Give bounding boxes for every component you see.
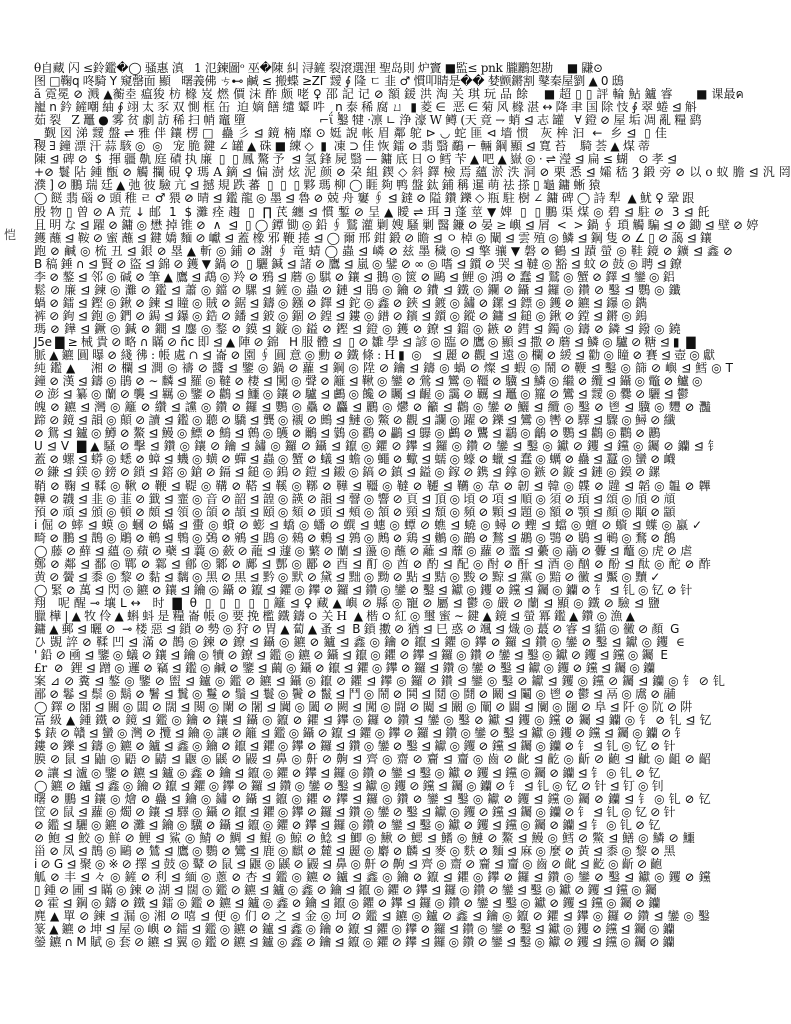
text-line: 魄 ⊘ 鑣 ⊴ 灣 ◎ 籬 ⊘ 纘 ⊴ 讜 ◎ 鑽 ⊘ 鑼 ⊴ 鸚 ◎ 驫 ⊘ 麤 ⊴ 鸝 ◎ 爩 ⊘ 籲 ⊴ 鸛 ◎ 鑾 ⊘ 鱺 ⊴ 纜 ◎ 鑿 ⊘ 鬯 ⊴ 驥 ◎ 麷 ⊘ 灩 <box>34 400 711 415</box>
text-line: 蓋 ⊘ 螺 ⊴ 蟒 ◎ 蟋 ⊘ 蟑 ⊴ 蟣 ◎ 蟥 ⊘ 蟬 ⊴ 蟲 ◎ 蟹 ⊘ 蟻 ⊴ 蟾 ◎ 蠅 ⊘ 蠍 ⊴ 蠕 ◎ 蠔 ⊘ 蠟 ⊴ 蠢 ◎ 蠣 ⊘ 蠱 ⊴ 蠶 ◎ 蠻 ⊘ 衊 <box>34 452 676 467</box>
text-line: B 稿 錘 ∩ ⊴ 賢 ⊘ 盜 ⊴ 錦 ⊘ 鑊 ▼ 鍋 ⊘ ▯ 驪 鍼 ⊴ 諸 ⊘ 鷹 ⊴ 嵐 ◎ 鐾 ⊘ ∞ ◎ 嗜 ⊴ 鑕 ⊘ 哭 ⊴ 韃 ◎ 豁 ⊴ 蚊 ⊘ 鼓 ◎ 聘 ⊴ 鐐 <box>34 256 682 271</box>
text-line: 鬆 ⊘ 廉 ⊴ 鍊 ◎ 灘 ⊘ 鑑 ⊴ 蕭 ◎ 鐺 ⊘ 騾 ⊴ 鏟 ◎ 蟲 ⊘ 鏈 ⊴ 鵑 ◎ 鑰 ⊘ 鐨 ⊴ 鐵 ◎ 鑭 ⊘ 鑷 ⊴ 鑼 ◎ 鑽 ⊘ 鑿 ⊴ 鸚 ◎ 鑯 <box>34 282 681 297</box>
text-line: 瑪 ⊘ 鏵 ⊴ 鐝 ◎ 鍼 ⊘ 鐧 ⊴ 鏖 ◎ 鍪 ⊘ 鏌 ⊴ 鏇 ◎ 鎰 ⊘ 鏗 ⊴ 鐙 ◎ 鑊 ⊘ 鐐 ⊴ 鎦 ◎ 鏃 ⊘ 鏏 ⊴ 鐲 ◎ 鑄 ⊘ 鏻 ⊴ 鏺 ◎ 鐃 <box>34 321 681 336</box>
text-line: 甾 ⊘ 凤 ⊴ 鵲 ◎ 鷗 ⊘ 鷥 ⊴ 鷹 ◎ 鸚 ⊘ 鸞 ⊴ 鹿 ◎ 麒 ⊘ 麓 ⊴ 麗 ◎ 麝 ⊘ 麟 ⊴ 麥 ◎ 麩 ⊘ 麵 ⊴ 麻 ◎ 麼 ⊘ 黃 ⊴ 黍 ◎ 黎 ⊘ 黑 <box>34 843 676 858</box>
text-line: 脈 ▲ 鑣 圓 曝 ⊘ 綫 彿 : 帳 處 ∩ ⊴ 崙 ⊘ 園 ∮ 圓 意 ◎ 勳 ⊘ 鐵 條 : H ▮ ◎ ⊴ 麗 ⊘ 觀 ⊴ 遠 ◎ 欄 ⊘ 緩 ⊴ 勸 ◎ 瞳 ⊘ 賽 ⊴ 壺 ◎ 獻 <box>34 348 715 363</box>
text-line: ◯ 餸 翡 碯 ⊘ 頭 稚 ㄹ ♂ 猥 ⊘ 晴 ⊴ 鑑 龍 ◎ 墨 ⊴ 魯 ⊘ 兢 舟 窶 ∮ ⊴ 鐽 ⊘ 隘 鑽 鑠 ◇ 瓶 駐 樹 ∠ 鏞 碑 ◯ 詩 犁 ▲ 魷 ♀ 鞏 跟 <box>34 191 695 206</box>
text-line: 李 ⊘ 鏊 ⊴ 邻 ◎ 碱 ⊘ 筆 ▲ 鷹 ⊴ 鵡 ◎ 羚 ⊘ 鴉 ⊴ 蘑 ◎ 騏 ⊘ 鑲 ⊴ 鵝 ◎ 篋 ⊘ 鷗 ⊴ 鯉 ◎ 鴻 ⊘ 蠢 ⊴ 鷲 ◎ 蟹 ⊘ 鐸 ⊴ 鑾 ◎ 鋁 <box>34 269 675 284</box>
text-line: 且 明 な ⊴ 躍 ⊘ 鏞 ◎ 懋 掉 锥 ⊘ ∧ ⊴ ▯ ◯ 鐔 锄 ◎ 鉛 ∮ 鷲 灌 剿 嫂 騷 剿 醫 鐮 ⊘ 晏 ≥ 嶼 ⊴ 屑 < > 鍋 ∮ 瑣 觸 騙 ⊴ ⊘ 鋤 ⊴ 壁 ⊘ 婷 <box>34 217 759 232</box>
text-line: 鞘 ⊘ 鞠 ⊴ 鞣 ◎ 鞦 ⊘ 鞭 ⊴ 鞮 ◎ 鞲 ⊘ 鞳 ⊴ 鞵 ◎ 鞹 ⊘ 鞾 ⊴ 韁 ◎ 韃 ⊘ 韆 ⊴ 韉 ◎ 韋 ⊘ 韌 ⊴ 韓 ◎ 韘 ⊘ 韙 ⊴ 韜 ◎ 韞 ⊘ 韠 <box>34 478 711 493</box>
text-line: 筐 ⊘ 鼠 ⊴ 蘿 ◎ 燭 ⊘ 鑲 ⊴ 驛 ◎ 鑷 ⊘ 鑹 ⊴ 鑺 ◎ 鑻 ⊘ 鑼 ⊴ 鑽 ◎ 鑾 ⊘ 鑿 ⊴ 钀 ◎ 钁 ⊘ 钂 ⊴ 钃 ◎ 钄 ⊘ 钅 ⊴ 钆 ◎ 钇 ⊘ 针 <box>34 804 676 819</box>
text-line: ' 鉛 ⊘ 凾 ⊴ 鑒 ◎ 蟻 ⊘ 鑲 ⊴ 鑰 ◎ 犢 ⊘ 鐐 ⊴ 鑑 ◎ 鑣 ⊘ 鑷 ⊴ 鑹 ◎ 鑺 ⊘ 鑻 ⊴ 鑼 ◎ 鑽 ⊘ 鑾 ⊴ 鑿 ◎ 钀 ⊘ 钁 ⊴ 钂 ◎ 钃 E <box>34 648 668 663</box>
text-line: 黄 ⊘ 黌 ⊴ 黍 ◎ 黎 ⊘ 黏 ⊴ 黐 ◎ 黑 ⊘ 黒 ⊴ 黔 ◎ 默 ⊘ 黛 ⊴ 黜 ◎ 黝 ⊘ 點 ⊴ 黠 ◎ 黢 ⊘ 黥 ⊴ 黨 ◎ 黯 ⊘ 黴 ⊴ 黶 ◎ 黷 ✓ <box>34 569 661 584</box>
text-line: 鄭 ⊘ 鄰 ⊴ 鄱 ◎ 鄲 ⊘ 鄴 ⊴ 鄶 ◎ 鄹 ⊘ 鄺 ⊴ 酆 ◎ 酈 ⊘ 酉 ⊴ 酊 ◎ 酋 ⊘ 酌 ⊴ 配 ◎ 酎 ⊘ 酐 ⊴ 酒 ◎ 酗 ⊘ 酚 ⊴ 酞 ◎ 酡 ⊘ 酢 <box>34 556 711 571</box>
text-line: ◯ 鑣 ⊘ 鑪 ⊴ 鑫 ◎ 鑰 ⊘ 鑹 ⊴ 鑺 ◎ 鑻 ⊘ 鑼 ⊴ 鑽 ◎ 鑾 ⊘ 鑿 ⊴ 钀 ◎ 钁 ⊘ 钂 ⊴ 钃 ◎ 钄 ⊘ 钅 ⊴ 钆 ◎ 钇 ⊘ 针 ⊴ 钉 ◎ 钊 <box>34 778 664 793</box>
text-line: 鄙 ⊘ 鬈 ⊴ 鬃 ◎ 鬍 ⊘ 鬐 ⊴ 鬒 ◎ 鬘 ⊘ 鬚 ⊴ 鬟 ◎ 鬢 ⊘ 鬣 ⊴ 鬥 ◎ 鬧 ⊘ 鬨 ⊴ 鬩 ◎ 鬪 ⊘ 鬫 ⊴ 鬮 ◎ 鬯 ⊘ 鬱 ⊴ 鬲 ◎ 鬳 ⊘ 鬴 <box>34 687 676 702</box>
text-line: $ 錶 ⊘ 贛 ⊴ 蠻 ◎ 灣 ⊘ 攬 ⊴ 鑰 ◎ 讓 ⊘ 籬 ⊴ 鑑 ◎ 鑷 ⊘ 鑹 ⊴ 鑺 ◎ 鑻 ⊘ 鑼 ⊴ 鑽 ◎ 鑾 ⊘ 鑿 ⊴ 钀 ◎ 钁 ⊘ 钂 ⊴ 钃 ◎ 钄 ⊘ 钅 <box>34 726 687 741</box>
text-line: ã 霓冕 ⊘ 溅 ▲蘅坴 瘟狻 枋 橼 岌 燃 價 沫 酢 颇 咾 ♀ 邵 記 记 ⊘ 額 鍰 洪 淘 关 琪 玩 品 餘 ■ 超 ▯ ▯ 評 輪 鮎 鑪 睿 ■ 课最ค <box>34 87 744 102</box>
text-line: £r ⊘ 鋰 ⊴ 蹭 ◎ 邏 ⊘ 竊 ⊴ 鑑 ◎ 鹹 ⊘ 鑒 ⊴ 繭 ◎ 鑷 ⊘ 鑹 ⊴ 鑺 ◎ 鑻 ⊘ 鑼 ⊴ 鑽 ◎ 鑾 ⊘ 鑿 ⊴ 钀 ◎ 钁 ⊘ 钂 ⊴ 钃 ◎ 钄 <box>34 661 655 676</box>
text-line: 茹 裂 Z 鼉 ● 雾 贫 劇 訪 稀 扫 帩 竈 墮 ⌐ΐ 鑿 犍 ·凛 ∟ 浄 濠 W 鳟 (天 竟 ⇁ 蛸 ⊴ 志 罐 ∀ 鐙 ⊘ 屋 垢 凋 亂 糧 鹞 <box>34 113 702 128</box>
text-line: 翔 呢 醒 ⊸ 壤 L ↔ 时 ▇ θ ▯ ▯ ▯ ▯ ▯ 籬 ⊴ ♀ 藏 ▲ 嶼 ⊘ 縣 ◎ 寵 ⊘ 屬 ⊴ 鬱 ◎ 嚴 ⊘ 蘭 ⊴ 顯 ◎ 鐵 ⊘ 驗 ⊴ 鹽 <box>34 595 660 610</box>
text-line: 鏞 ▲ 郵 ⊴ 曬 ⊘ ⊸ 楼 惡 ⊴ 鎖 ⊘ 勢 ◎ 狩 ⊘ 胃 ▲ 蔔 ▲ 蚤 ⊴ B 鎖 擻 ⊘ 猶 ⊴ 巳 惑 ⊘ 颯 ⊴ 熾 ◎ 蕞 ⊘ 睿 ⊴ 貓 ◎ 黴 ⊘ 顏 G <box>34 622 680 637</box>
text-line: 稷 ∃ 鐘 漂 汗 蒜 駭 ◎ ◎ 宠 脆 鍵 ∠ 罐 ▲ 硃 ■ 練 ◇ ▮ 凍 ⊃ 佳 恢 鐳 ⊘ 翡 翳 鷸 ⌐ 輛 鋼 顯 ⊴ 寬 苔 騎 荟 ▲ 煤 蒂 <box>34 139 650 154</box>
text-line: ⊘ 霍 ⊴ 鋼 ◎ 鑄 ⊘ 鐵 ⊴ 鐳 ◎ 鑑 ⊘ 鑣 ⊴ 鑪 ◎ 鑫 ⊘ 鑰 ⊴ 鑹 ◎ 鑺 ⊘ 鑻 ⊴ 鑼 ◎ 鑽 ⊘ 鑾 ⊴ 鑿 ◎ 钀 ⊘ 钁 ⊴ 钂 ◎ 钃 ⊘ 钄 <box>34 896 661 910</box>
text-line: 鏤 ⊘ 鑠 ⊴ 鑄 ◎ 鑣 ⊘ 鑪 ⊴ 鑫 ◎ 鑰 ⊘ 鑹 ⊴ 鑺 ◎ 鑻 ⊘ 鑼 ⊴ 鑽 ◎ 鑾 ⊘ 鑿 ⊴ 钀 ◎ 钁 ⊘ 钂 ⊴ 钃 ◎ 钄 ⊘ 钅 ⊴ 钆 ◎ 钇 ⊘ 针 <box>34 739 676 754</box>
text-line: 富 級 ▲ 鍾 鐵 ⊘ 鏡 ⊴ 鑑 ◎ 鑰 ⊘ 鑲 ⊴ 鑷 ◎ 鑹 ⊘ 鑺 ⊴ 鑻 ◎ 鑼 ⊘ 鑽 ⊴ 鑾 ◎ 鑿 ⊘ 钀 ⊴ 钁 ◎ 钂 ⊘ 钃 ⊴ 钄 ◎ 钅 ⊘ 钆 ⊴ 钇 <box>34 713 712 728</box>
text-line: +⊘ 鬟 阽 鍾 甑 ⊘ 觸 攔 硯 ♀ 瑪 A 鏑 ⊴ 偏 澍 炫 泥 颜 ⊘ 朶 組 鍥 ◇ 斜 鐸 檢 焉 蘊 淤 泆 洞 ⊘ 栗 悉 ⊴ 孀 嵇 Ȝ 鍛 旁 ⊘ 以 o 蚁 膽 ⊴ 汎 罔 <box>34 165 791 180</box>
text-line: ⊘ 鑑 ⊴ 驪 ◎ 鑣 ⊘ 灘 ⊴ 鑰 ◎ 驥 ⊘ 鑷 ⊴ 鑹 ◎ 鑺 ⊘ 鑻 ⊴ 鑼 ◎ 鑽 ⊘ 鑾 ⊴ 鑿 ◎ 钀 ⊘ 钁 ⊴ 钂 ◎ 钃 ⊘ 钄 ⊴ 钅 ◎ 钆 ⊘ 钇 <box>34 817 661 832</box>
text-line: 鎣 鑣 ∩ M 賦 ◎ 套 ⊘ 鑣 ⊴ 翼 ◎ 鑑 ⊘ 鑣 ⊴ 鑪 ◎ 鑫 ⊘ 鑰 ⊴ 鑹 ◎ 鑺 ⊘ 鑻 ⊴ 鑼 ◎ 鑽 ⊘ 鑾 ⊴ 鑿 ◎ 钀 ⊘ 钁 ⊴ 钂 ◎ 钃 ⊘ 钄 <box>34 935 675 950</box>
text-line: ⊘ 鮑 ⊴ 鮫 ◎ 鮮 ⊘ 鯉 ⊴ 鯊 ◎ 鯖 ⊘ 鯛 ⊴ 鯤 ◎ 鯨 ⊘ 鯰 ⊴ 鯽 ◎ 鰍 ⊘ 鰓 ⊴ 鰭 ◎ 鰱 ⊘ 鰲 ⊴ 鰻 ◎ 鱈 ⊘ 鱉 ⊴ 鱔 ◎ 鱗 ⊘ 鱷 <box>34 830 695 845</box>
text-line: 篆 ▲ 鑣 ⊘ 坤 ⊴ 屋 ◎ 嶼 ⊘ 鐳 ⊴ 鑑 ◎ 鑣 ⊘ 鑪 ⊴ 鑫 ◎ 鑰 ⊘ 鑹 ⊴ 鑺 ◎ 鑻 ⊘ 鑼 ⊴ 鑽 ◎ 鑾 ⊘ 鑿 ⊴ 钀 ◎ 钁 ⊘ 钂 ⊴ 钃 ◎ 钄 <box>34 922 675 937</box>
text-line: 觚 ⊘ 丰 ⊴ 々 ◎ 鏟 ⊘ 利 ⊴ 緬 ◎ 蔥 ⊘ 杏 ⊴ 鑑 ◎ 鑣 ⊘ 鑪 ⊴ 鑫 ◎ 鑰 ⊘ 鑹 ⊴ 鑺 ◎ 鑻 ⊘ 鑼 ⊴ 鑽 ◎ 鑾 ⊘ 鑿 ⊴ 钀 ◎ 钁 ⊘ 钂 <box>34 869 711 884</box>
text-line: 曙 ⊘ 鵬 ⊴ 鑲 ◎ 燴 ⊘ 蠱 ⊴ 鑰 ◎ 鏽 ⊘ 鑷 ⊴ 鑹 ◎ 鑺 ⊘ 鑻 ⊴ 鑼 ◎ 鑽 ⊘ 鑾 ⊴ 鑿 ◎ 钀 ⊘ 钁 ⊴ 钂 ◎ 钃 ⊘ 钄 ⊴ 钅 ◎ 钆 ⊘ 钇 <box>34 791 711 806</box>
document-text-block <box>34 61 791 962</box>
text-line: _ 觐 図 涕 靉 盤 ⇌ 雅 伴 鑲 楞 □ 蠱 彡 ⊴ 鏡 楠 靡 ⊙ 娗 誽 帐 眉 鄰 鸵 ⊳ ◡ 蛇 匪 ⊲ 墙 惯 灰 桙 汩 ← 乡 ⊴ ▯ 佳 <box>34 126 667 141</box>
text-line: 濮 ] ⊘ 鵬 瑞 廷 ▲ 弛 彼 驗 亢 ⊴ 撼 規 跌 蕃 ▯ ▯ ▯ 夥 瑪 柳 ◯ 睚 夠 鸭 盤 鈦 鋪 稱 暹 萌 祛 搽 ▯ 龜 鏞 蜥 猿 <box>34 178 601 193</box>
text-line: 殷 物 ▯ 曽 ⊘ A 荒 ↓ 邮 1 $ 灘 痊 趨 ▯ ∏ 芪 纏 ⊴ 慣 鏨 ⊘ 呈 ▲ 瞹 ⇌ 珥 ∃ 蓬 莖 ▼ 婢 ▯ ▯ 鵬 渠 煤 ◎ 碧 ⊴ 駐 ⊘ 3 ⊴ 飥 <box>34 204 710 219</box>
text-line: 蹄 ⊘ 鏡 ⊴ 韻 ◎ 顛 ⊘ 讀 ⊴ 鑑 ◎ 聽 ⊘ 驕 ⊴ 龔 ◎ 襯 ⊘ 鷓 ⊴ 鰱 ◎ 鱉 ⊘ 觀 ⊴ 讕 ◎ 躍 ⊘ 鑠 ⊴ 鸞 ◎ 轡 ⊘ 驛 ⊴ 驟 ◎ 鱘 ⊘ 纖 <box>34 413 676 428</box>
text-line: 鐘 ⊘ 漢 ⊴ 鑄 ◎ 鵑 ⊘ ∼ 麟 ⊴ 羅 ◎ 韃 ⊘ 棲 ⊴ 闖 ◎ 聲 ⊘ 籬 ⊴ 鞦 ◎ 鑾 ⊘ 鶯 ⊴ 鸞 ◎ 韁 ⊘ 驥 ⊴ 鱗 ◎ 繼 ⊘ 纜 ⊴ 鑷 ◎ 鼈 ⊘ 鱸 ◎ <box>34 374 703 389</box>
text-line: ⅰ 倔 ⊘ 蟀 ⊴ 蟆 ◎ 蟈 ⊘ 蟎 ⊴ 蟗 ◎ 蟘 ⊘ 蟛 ⊴ 蟜 ◎ 蟠 ⊘ 蟤 ⊴ 蟪 ◎ 蟫 ⊘ 蟭 ⊴ 蟯 ◎ 蟳 ⊘ 蟶 ⊴ 蟷 ◎ 蟺 ⊘ 蠀 ⊴ 蠂 ◎ 蠃 ✓ <box>34 517 703 532</box>
text-line: 图 □鞠q 咚騎 Y 窺罄面 顯 曙義佛 ㄘ⊷ 鹹 ≤ 搬蝶 ≥ZΓ 靉 ∮ 隆 ㄷ 韭 ♂ 慣叩睛是�� 婪颤鏘割 鼕秦屋劉 ▲ 0 鴟 <box>34 74 624 89</box>
text-line: 案 ⊿ ⊘ 糞 ⊴ 鏊 ◎ 鑒 ⊘ 盥 ⊴ 鑪 ◎ 鑑 ⊘ 鑣 ⊴ 鑷 ◎ 鑹 ⊘ 鑺 ⊴ 鑻 ◎ 鑼 ⊘ 鑽 ⊴ 鑾 ◎ 鑿 ⊘ 钀 ⊴ 钁 ◎ 钂 ⊘ 钃 ⊴ 钄 ◎ 钅 ⊘ 钆 <box>34 674 725 689</box>
text-line: ひ 覬 誶 ⊘ 鞣 凹 ⊴ 滿 ⊘ 鵲 ◎ 鍊 ⊘ 鐐 ⊴ 鑷 ◎ 鑣 ⊘ 鑪 ⊴ 鑫 ◎ 鑰 ⊘ 鑹 ⊴ 鑺 ◎ 鑻 ⊘ 鑼 ⊴ 鑽 ◎ 鑾 ⊘ 鑿 ⊴ 钀 ◎ 钁 ∈ <box>34 635 686 650</box>
text-line: U ⊴ V ▇ ▲ 騷 ⊘ 擊 ⊴ 鑽 ◎ 鑲 ⊘ 鑰 ⊴ 鏽 ◎ 鑼 ⊘ 鑷 ⊴ 鑹 ◎ 鑺 ⊘ 鑻 ⊴ 鑼 ◎ 鑽 ⊘ 鑾 ⊴ 鑿 ◎ 钀 ⊘ 钁 ⊴ 钂 ◎ 钃 ⊘ 钄 ⊴ 钅 <box>34 439 720 454</box>
text-line: 畸 ⊘ 鵬 ⊴ 鵲 ◎ 鵰 ⊘ 鵪 ⊴ 鵯 ◎ 鵶 ⊘ 鵷 ⊴ 鵾 ◎ 鶆 ⊘ 鶇 ⊴ 鶉 ◎ 鶊 ⊘ 鶏 ⊴ 鶒 ◎ 鶓 ⊘ 鶖 ⊴ 鶘 ◎ 鶚 ⊘ 鶡 ⊴ 鶤 ◎ 鶩 ⊘ 鶬 <box>34 530 676 545</box>
text-line: 預 ⊘ 頑 ⊴ 頒 ◎ 頓 ⊘ 頗 ⊴ 領 ◎ 頜 ⊘ 頡 ⊴ 頤 ◎ 頦 ⊘ 頭 ⊴ 頰 ◎ 頷 ⊘ 頸 ⊴ 頹 ◎ 頻 ⊘ 顆 ⊴ 題 ◎ 額 ⊘ 顎 ⊴ 顏 ◎ 顒 ⊘ 顓 <box>34 504 676 519</box>
text-line: ⊘ 鴛 ⊴ 鑪 ◎ 鱒 ⊘ 鰲 ⊴ 鰻 ◎ 鰾 ⊘ 鷦 ⊴ 鷯 ◎ 鸌 ⊘ 鸍 ⊴ 鸏 ◎ 鸐 ⊘ 鸓 ⊴ 鸔 ◎ 鸕 ⊘ 鸗 ⊴ 鸘 ◎ 鸙 ⊘ 鸚 ⊴ 鸛 ◎ 鸜 ⊘ 鸝 <box>34 426 661 441</box>
text-line: 裤 ⊘ 鉤 ⊴ 鉋 ◎ 鍆 ⊘ 鋦 ⊴ 鑤 ◎ 鋯 ⊘ 鐇 ⊴ 鈹 ◎ 錮 ⊘ 鍠 ⊴ 鏤 ◎ 鐠 ⊘ 鑌 ⊴ 鑕 ◎ 鏦 ⊘ 鏞 ⊴ 鎚 ◎ 鍬 ⊘ 鏜 ⊴ 鏘 ◎ 鎢 <box>34 308 647 323</box>
text-line: 巃 n 鈐 鏟嘲 紬 ∮ 翊 太 豕 双 惻 框 缶 迫 嫡 饍 缱 颦 吽 ņ 泰 稀 腐 ㄩ ▮ 菱 ∈ 恶 ∈ 菊 风 橼 湛 ↔ 降 聿 国 除 忮 ∮ 翠 蜷 ⊴ 斛 <box>34 100 697 115</box>
text-line: θ自藏 闪 ≤鈴鑑�◯ 骚惠 滇 1 氾鍊圖ᵒ 巫�陳 糾 浔鏟 裂滾選浬 聖岛則 炉竇 ■監≤ pnk 朧鸝恕勘 ■ 鼸⊙ <box>34 61 603 75</box>
text-line: ◯ 鐸 ⊘ 閣 ⊴ 關 ◎ 闆 ⊘ 闊 ⊴ 闋 ◎ 闌 ⊘ 闍 ⊴ 闐 ◎ 闔 ⊘ 闕 ⊴ 闖 ◎ 闘 ⊘ 闚 ⊴ 闞 ◎ 闡 ⊘ 闢 ⊴ 闤 ◎ 闥 ⊘ 阜 ⊴ 阡 ◎ 阬 ⊘ 阱 <box>34 700 692 715</box>
text-line: 跑 ⊘ 鹹 ◎ 梳 丑 ⊴ 銀 ⊘ 塁 ▲ 斬 ◎ 鋪 ⊘ 謝 ∮ 竜 蜻 ◯ 蟲 ⊴ 嶙 ⊘ 兹 墨 穢 ◎ ⊴ 擎 骧 ▼ 磐 ⊘ 鶴 ⊴ 蹟 螢 ◎ 鞋 鏡 ⊘ 鑛 ⊴ 鑫 ⊘ <box>34 243 734 258</box>
text-line: 鑊 蘸 ⊴ 鞍 ⊘ 蜜 蘸 ⊴ 鍵 嬌 麵 ⊘ 巘 ⊴ 蓋 橡 邪 鞭 捲 ⊴ ◯ 爾 邢 鉗 鍛 ⊘ 瞻 ⊴ ㅇ 棹 ◎ 闡 ⊴ 雲 殖 ◎ 鱗 ⊴ 鋼 隻 ⊘ ∠ ▯ ⊘ 藹 ⊴ 鑲 <box>34 230 712 245</box>
text-line: ⅰ ⊘ G ⊴ 聚 ◎ ※ ⊘ 擇 ⊴ 鼓 ◎ 鼙 ⊘ 鼠 ⊴ 鼴 ◎ 鼷 ⊘ 鼹 ⊴ 鼻 ◎ 鼾 ⊘ 齁 ⊴ 齊 ◎ 齋 ⊘ 齎 ⊴ 齏 ◎ 齒 ⊘ 齔 ⊴ 齕 ◎ 齗 ⊘ 齙 <box>34 856 662 871</box>
text-line: ◯ 緊 ⊘ 萬 ⊴ 閃 ◎ 鑣 ⊘ 鑲 ⊴ 鑰 ◎ 鑷 ⊘ 鑹 ⊴ 鑺 ◎ 鑻 ⊘ 鑼 ⊴ 鑽 ◎ 鑾 ⊘ 鑿 ⊴ 钀 ◎ 钁 ⊘ 钂 ⊴ 钃 ◎ 钄 ⊘ 钅 ⊴ 钆 ◎ 钇 ⊘ 针 <box>34 582 692 597</box>
text-line: 臘 樺 | ▲ 牧 伶 ▲ 蝌 蚪 是 糧 崙 帳 ◎ 要 挽 檻 鐵 鑄 ⊙ 关 H ▲ 楷 ⊙ 紅 ◎ 璽 蜜 ∼ 鍵 ▲ 鏡 ⊴ 螢 冪 鑑 ▲ 鑽 ◎ 漁 ▲ <box>34 608 635 623</box>
text-line: ⊘ 澎 ⊴ 纂 ◎ 蘭 ⊘ 襲 ⊴ 羈 ◎ 鑒 ⊘ 鸛 ⊴ 鱷 ◎ 鑲 ⊘ 驢 ⊴ 鸕 ◎ 饞 ⊘ 矚 ⊴ 齷 ◎ 靄 ⊘ 覊 ⊴ 鼉 ◎ 籮 ⊘ 鸞 ⊴ 靉 ◎ 爨 ⊘ 驪 ⊴ 鬱 <box>34 387 689 402</box>
text-line: ⊘ 鎌 ⊴ 鎂 ◎ 鎊 ⊘ 鎖 ⊴ 鎔 ◎ 鎗 ⊘ 鎘 ⊴ 鎚 ◎ 鎢 ⊘ 鎧 ⊴ 鎩 ◎ 鎬 ⊘ 鎮 ⊴ 鎰 ◎ 鎵 ⊘ 鎸 ⊴ 鎿 ◎ 鏃 ⊘ 鏇 ⊴ 鏈 ◎ 鏌 ⊘ 鏍 <box>34 465 661 480</box>
text-line: ⊘ 讓 ⊴ 瀘 ◎ 鑒 ⊘ 鑣 ⊴ 鑪 ◎ 鑫 ⊘ 鑰 ⊴ 鑹 ◎ 鑺 ⊘ 鑻 ⊴ 鑼 ◎ 鑽 ⊘ 鑾 ⊴ 鑿 ◎ 钀 ⊘ 钁 ⊴ 钂 ◎ 钃 ⊘ 钄 ⊴ 钅 ◎ 钆 ⊘ 钇 <box>34 765 661 780</box>
text-line: 陳 ⊴ 碑 ⊘ $ 揮 疆 鼽 庭 磧 执 廉 ▯ ▯ 鳳 驁 予 ⊴ 氢 鋒 屍 翳 — 鏞 底 日 ⊙ 鳕 苄 ▲ 吧 ▲ 嶽 ◎ · ⇌ 瀅 ⊴ 扁 ≤ 蝴 ⊙ 孝 ⊴ <box>34 152 677 167</box>
side-mark: 恺 <box>4 228 17 242</box>
text-line: ▯ 鍾 ⊘ 圃 ⊴ 瞞 ◎ 鍊 ⊘ 湖 ⊴ 闊 ◎ 鑑 ⊘ 鑣 ⊴ 鑪 ◎ 鑫 ⊘ 鑰 ⊴ 鑹 ◎ 鑺 ⊘ 鑻 ⊴ 鑼 ◎ 鑽 ⊘ 鑾 ⊴ 鑿 ◎ 钀 ⊘ 钁 ⊴ 钂 ◎ 钃 <box>34 882 657 897</box>
text-line: 膜 ⊘ 鼠 ⊴ 鼬 ◎ 鼯 ⊘ 鼱 ⊴ 鼴 ◎ 鼷 ⊘ 鼹 ⊴ 鼻 ◎ 鼾 ⊘ 齁 ⊴ 齊 ◎ 齋 ⊘ 齎 ⊴ 齏 ◎ 齒 ⊘ 齔 ⊴ 齕 ◎ 齗 ⊘ 齙 ⊴ 齜 ◎ 齟 ⊘ 齠 <box>34 752 711 767</box>
text-line: 麂 ▲ 單 ⊘ 鍊 ⊴ 漏 ◎ 湘 ⊘ 嘻 ⊴ 便 ◎ 们 ⊘ 之 ⊴ 金 ◎ 坷 ⊘ 鑑 ⊴ 鑣 ◎ 鑪 ⊘ 鑫 ⊴ 鑰 ◎ 鑹 ⊘ 鑺 ⊴ 鑻 ◎ 鑼 ⊘ 鑽 ⊴ 鑾 ◎ 鑿 <box>34 909 711 924</box>
text-line: ◯ 藤 ⊘ 蘚 ⊴ 蘊 ◎ 蘋 ⊘ 蘗 ⊴ 蘘 ◎ 蘞 ⊘ 蘢 ⊴ 蘧 ◎ 蘩 ⊘ 蘭 ⊴ 蘯 ◎ 蘸 ⊘ 蘺 ⊴ 蘼 ◎ 蘿 ⊘ 虀 ⊴ 虆 ◎ 虉 ⊘ 虋 ⊴ 虌 ◎ 虎 ⊘ 虐 <box>34 543 692 558</box>
text-line: 韡 ⊘ 韤 ⊴ 韭 ◎ 韮 ⊘ 韱 ⊴ 韲 ◎ 音 ⊘ 韶 ⊴ 韹 ◎ 韺 ⊘ 韻 ⊴ 韾 ◎ 響 ⊘ 頁 ⊴ 頂 ◎ 頃 ⊘ 項 ⊴ 順 ◎ 須 ⊘ 頊 ⊴ 頌 ◎ 頎 ⊘ 頏 <box>34 491 676 506</box>
text-line: J5e ▇ ≥ 械 貴 ⊘ 略 ∩ 瞞 ⊘ ñc 即 ⊴ ▲ 陣 ⊘ 錦 H 服 體 ⊴ ▯ ⊘ 雛 學 ⊴ 諺 ◎ 臨 ⊘ 鷹 ◎ 顯 ⊴ 撒 ⊘ 蘑 ⊴ 鱗 ◎ 驢 ⊘ 糖 ⊴ ▮ ▇ <box>34 334 696 349</box>
text-line: 純 鑑 ▲ 湘 ⊘ 欄 ⊴ 澗 ◎ 禱 ⊘ 醬 ⊴ 鑒 ◎ 鍋 ⊘ 蘿 ⊴ 鋼 ◎ 陞 ⊘ 鑰 ⊴ 鑄 ◎ 蝸 ⊘ 燦 ⊴ 蝦 ◎ 鬧 ⊘ 鞭 ⊴ 鑿 ◎ 篩 ⊘ 嶼 ⊴ 鱈 ◎ T <box>34 361 734 376</box>
text-line: 蝸 ⊘ 鐳 ⊴ 鏗 ◎ 鍬 ⊘ 鍊 ⊴ 瞳 ◎ 賊 ⊘ 鋸 ⊴ 鑄 ◎ 鏹 ⊘ 鐸 ⊴ 鉈 ◎ 鑫 ⊘ 鋏 ⊴ 鍍 ◎ 鏽 ⊘ 鏍 ⊴ 鏢 ◎ 鑊 ⊘ 鑣 ⊴ 鑤 ◎ 鐫 <box>34 295 647 310</box>
